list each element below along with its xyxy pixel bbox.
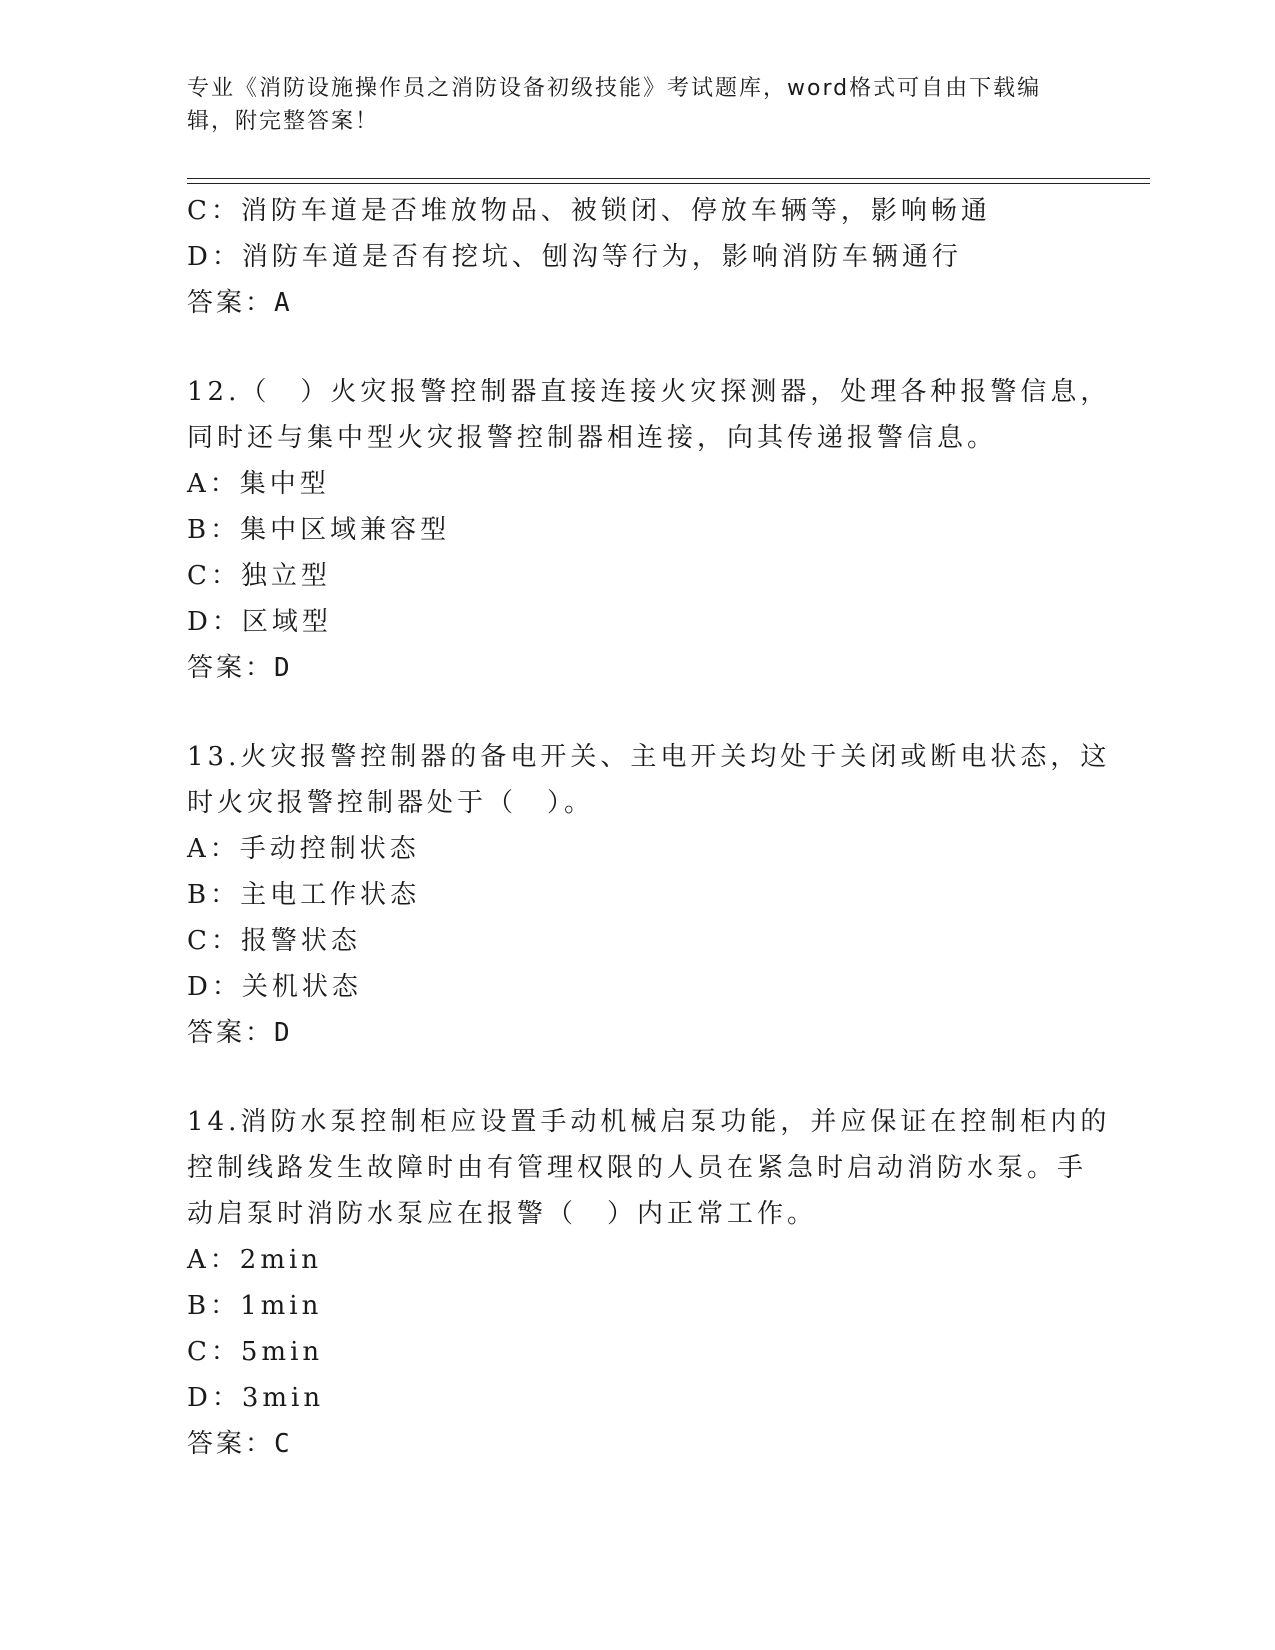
header-line-1: 专业《消防设施操作员之消防设备初级技能》考试题库，word格式可自由下载编 xyxy=(187,76,1042,101)
option-d: D：关机状态 xyxy=(187,972,362,1002)
question-text-line: 13.火灾报警控制器的备电开关、主电开关均处于关闭或断电状态，这 xyxy=(187,742,1111,772)
header-line-2: 辑，附完整答案！ xyxy=(187,109,380,134)
question-text-line: 时火灾报警控制器处于（ ）。 xyxy=(187,788,595,818)
option-c: C：独立型 xyxy=(187,561,331,591)
option-a: A：集中型 xyxy=(187,469,330,499)
option-a: A：2min xyxy=(187,1245,323,1275)
answer-line: 答案：D xyxy=(187,1018,293,1048)
document-header xyxy=(187,72,1067,138)
question-text-line: 控制线路发生故障时由有管理权限的人员在紧急时启动消防水泵。手 xyxy=(187,1153,1088,1183)
question-14 xyxy=(187,1099,1111,1467)
option-d: D：3min xyxy=(187,1383,325,1413)
option-d: D：区域型 xyxy=(187,607,332,637)
option-d: D：消防车道是否有挖坑、刨沟等行为，影响消防车辆通行 xyxy=(187,242,962,272)
header-divider-bottom xyxy=(187,183,1150,184)
question-text-line: 12.（ ）火灾报警控制器直接连接火灾探测器，处理各种报警信息， xyxy=(187,377,1111,407)
answer-line: 答案：C xyxy=(187,1429,293,1459)
option-a: A：手动控制状态 xyxy=(187,834,420,864)
option-c: C：消防车道是否堆放物品、被锁闭、停放车辆等，影响畅通 xyxy=(187,196,991,226)
option-c: C：报警状态 xyxy=(187,926,361,956)
question-text-line: 14.消防水泵控制柜应设置手动机械启泵功能，并应保证在控制柜内的 xyxy=(187,1107,1111,1137)
spacer xyxy=(187,326,1087,369)
option-b: B：集中区域兼容型 xyxy=(187,515,451,545)
answer-line: 答案：D xyxy=(187,653,293,683)
option-c: C：5min xyxy=(187,1337,324,1367)
question-text-line: 同时还与集中型火灾报警控制器相连接，向其传递报警信息。 xyxy=(187,423,998,453)
question-list xyxy=(187,188,1111,1467)
question-12 xyxy=(187,369,1111,691)
option-b: B：1min xyxy=(187,1291,323,1321)
option-b: B：主电工作状态 xyxy=(187,880,421,910)
spacer xyxy=(187,1056,1087,1099)
answer-line: 答案：A xyxy=(187,288,293,318)
previous-question-tail xyxy=(187,188,1087,326)
question-text-line: 动启泵时消防水泵应在报警（ ）内正常工作。 xyxy=(187,1199,818,1229)
spacer xyxy=(187,691,1087,734)
header-divider-top xyxy=(187,178,1150,179)
question-13 xyxy=(187,734,1111,1056)
